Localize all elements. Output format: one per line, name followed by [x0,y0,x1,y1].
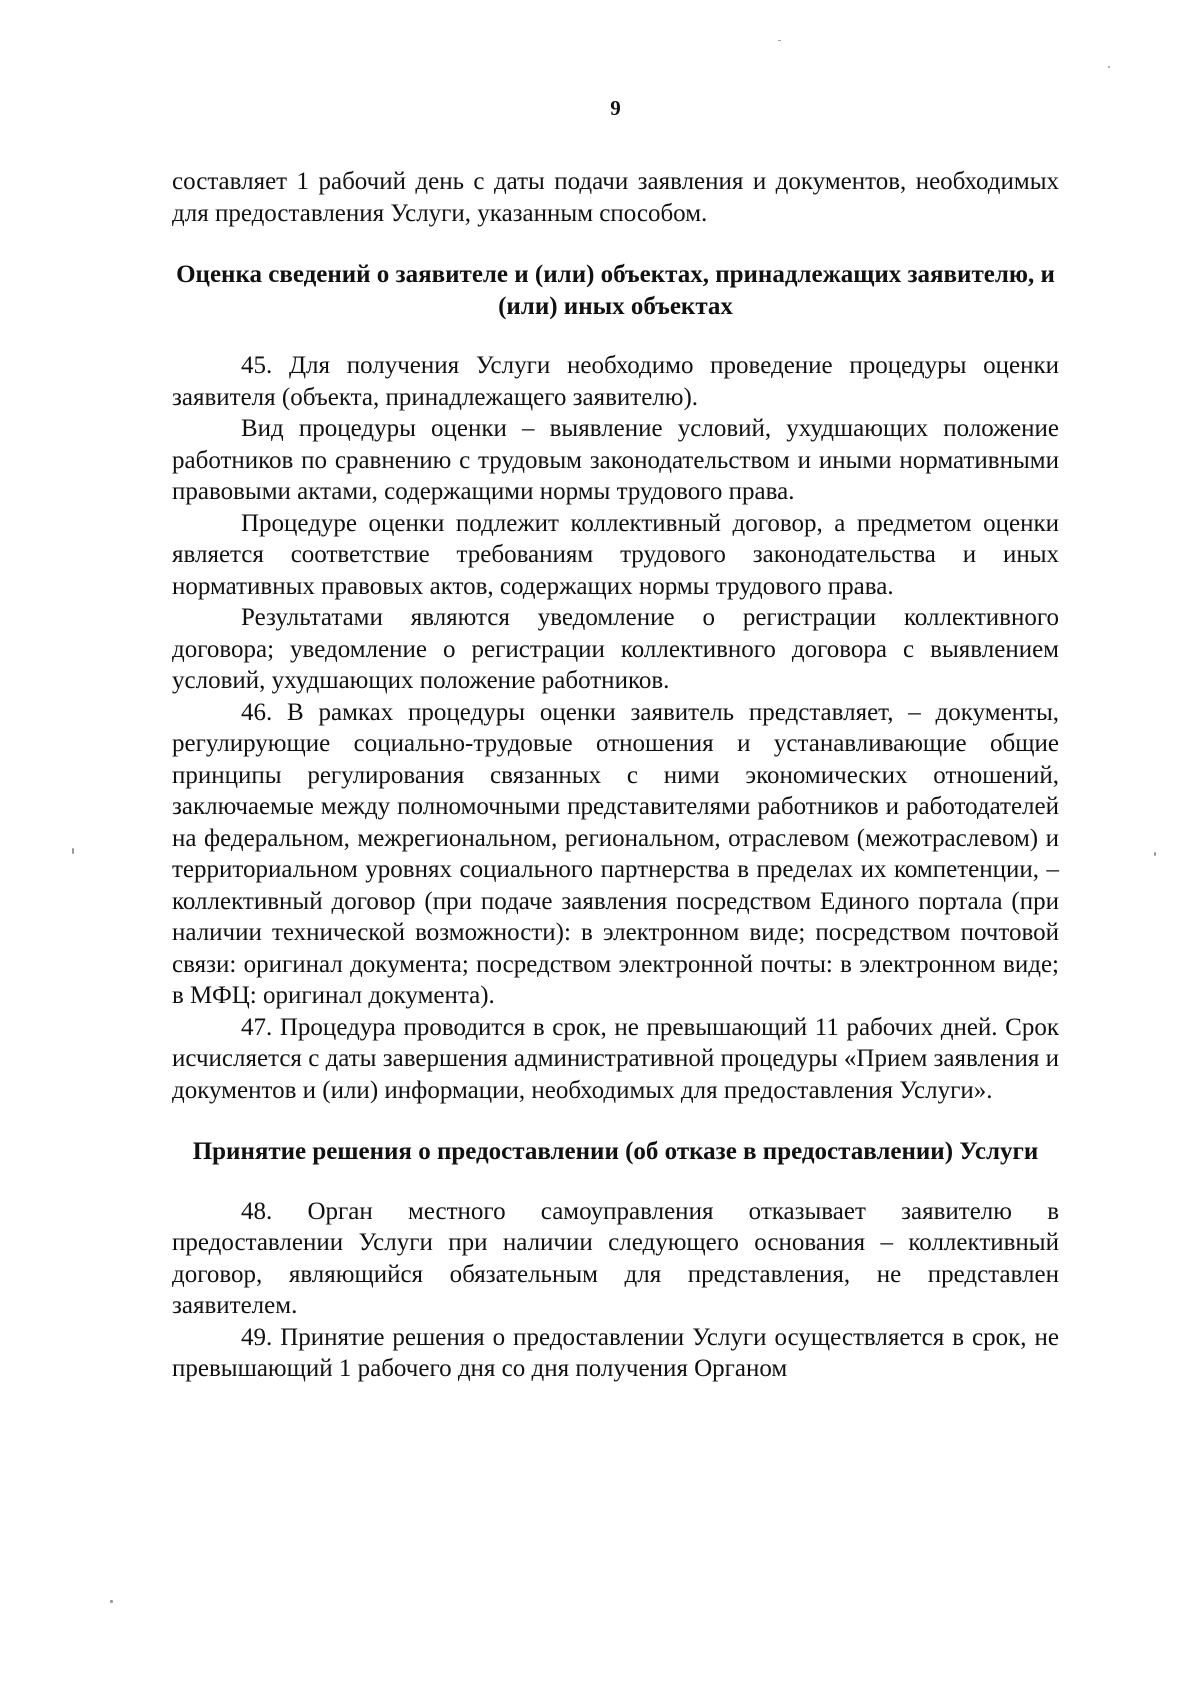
scan-speck [778,40,781,41]
page-number: 9 [610,96,621,120]
scan-speck [72,848,74,854]
paragraph-45: 45. Для получения Услуги необходимо проведение процедуры оценки заявителя (объекта, принадлежащего заявителю). [172,352,1059,411]
paragraph-continuation: составляет 1 рабочий день с даты подачи заявления и документов, необходимых для предоставления Услуги, указанным способом. [172,168,1059,227]
section-heading-decision: Принятие решения о предоставлении (об отказе в предоставлении) Услуги [192,1138,1039,1165]
paragraph-45-subject: Процедуре оценки подлежит коллективный договор, а предметом оценки является соответствие требованиям трудового законодательства и иных нормативных правовых актов, содержащих нормы трудового права. [172,509,1059,600]
paragraph-47: 47. Процедура проводится в срок, не превышающий 11 рабочих дней. Срок исчисляется с даты завершения административной процедуры «Прием заявления и документов и (или) информации, необходимых для предоставления Услуги». [172,1013,1059,1104]
paragraph-45-procedure-type: Вид процедуры оценки – выявление условий, ухудшающих положение работников по сравнению с трудовым законодательством и иными нормативными правовыми актами, содержащими нормы трудового права. [172,415,1059,505]
paragraph-48: 48. Орган местного самоуправления отказывает заявителю в предоставлении Услуги при наличии следующего основания – коллективный договор, являющийся обязательным для представления, не представлен заявителем. [172,1197,1059,1319]
paragraph-46: 46. В рамках процедуры оценки заявитель представляет, – документы, регулирующие социально-трудовые отношения и устанавливающие общие принципы регулирования связанных с ними экономических отношений, заключаемые между полномочными представителями работников и работодателей на федеральном, межрегиональном, региональном, отраслевом (межотраслевом) и территориальном уровнях социального партнерства в пределах их компетенции, – коллективный договор (при подаче заявления посредством Единого портала (при наличии технической возможности): в электронном виде; посредством почтовой связи: оригинал документа; посредством электронной почты: в электронном виде; в МФЦ: оригинал документа). [172,698,1059,1009]
scan-speck [1108,66,1110,68]
document-page [172,96,1059,1385]
scan-speck [1154,852,1156,856]
paragraph-49: 49. Принятие решения о предоставлении Услуги осуществляется в срок, не превышающий 1 рабочего дня со дня получения Органом [172,1323,1059,1382]
section-heading-assessment: Оценка сведений о заявителе и (или) объектах, принадлежащих заявителю, и (или) иных объектах [176,261,1055,320]
paragraph-45-results: Результатами являются уведомление о регистрации коллективного договора; уведомление о регистрации коллективного договора с выявлением условий, ухудшающих положение работников. [172,604,1059,694]
scan-speck [110,1600,113,1603]
